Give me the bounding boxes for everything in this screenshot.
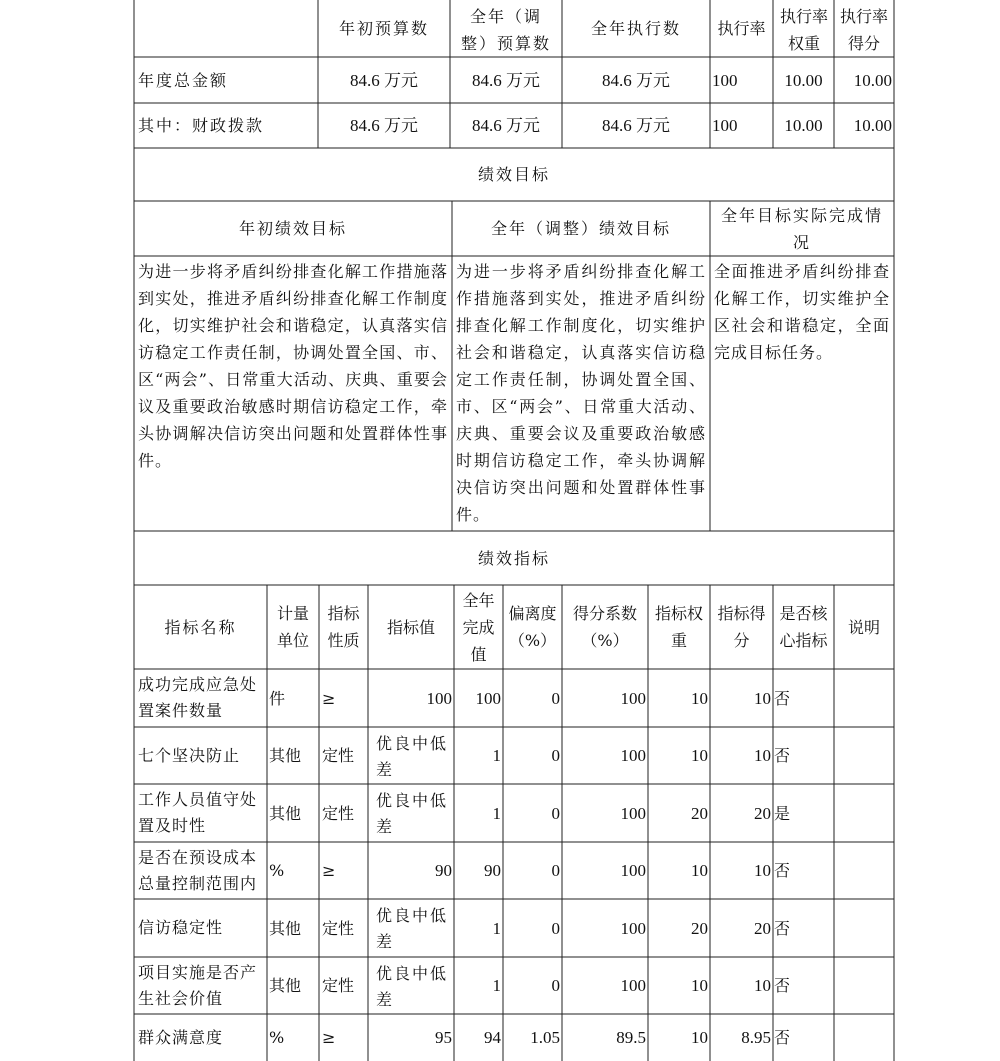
indicator-note xyxy=(834,1014,894,1061)
indicator-score: 20 xyxy=(754,803,771,823)
indicator-note xyxy=(834,957,894,1014)
indicator-deviation: 1.05 xyxy=(530,1028,560,1047)
ind-header-core: 是否核心指标 xyxy=(779,604,828,650)
indicator-actual: 94 xyxy=(484,1028,501,1047)
indicator-weight: 10 xyxy=(691,861,708,880)
header-executed: 全年执行数 xyxy=(590,19,681,38)
indicators-section-title: 绩效指标 xyxy=(477,548,550,568)
indicator-target: 100 xyxy=(426,688,452,708)
goals-initial-text: 为进一步将矛盾纠纷排查化解工作措施落到实处，推进矛盾纠纷排查化解工作制度化，切实维护社会和谐稳定，认真落实信访稳定工作责任制，协调处置全国、市、区“两会”、日常重大活动、庆典、重要会议及重要政治敏感时期信访稳定工作，牵头协调解决信访突出问题和处置群体性事件。 xyxy=(138,262,448,470)
indicator-deviation: 0 xyxy=(551,746,560,765)
indicator-coef: 100 xyxy=(620,688,646,708)
indicator-weight: 10 xyxy=(691,746,708,765)
indicator-actual: 1 xyxy=(492,803,501,823)
indicator-nature: ≥ xyxy=(322,861,336,880)
goals-section-title: 绩效目标 xyxy=(477,165,550,184)
indicator-nature: 定性 xyxy=(322,803,355,823)
goals-col-initial: 年初绩效目标 xyxy=(238,219,347,238)
indicator-unit: 件 xyxy=(269,688,286,708)
header-exec-score: 执行率得分 xyxy=(839,6,888,53)
summary-row-executed: 84.6 万元 xyxy=(602,116,670,135)
indicator-weight: 20 xyxy=(691,918,708,938)
summary-row-weight: 10.00 xyxy=(784,116,823,135)
header-adjusted-budget: 全年（调整）预算数 xyxy=(460,6,551,53)
indicator-actual: 1 xyxy=(492,976,501,995)
ind-header-note: 说明 xyxy=(847,617,880,637)
indicator-name: 七个坚决防止 xyxy=(138,745,241,765)
indicator-name: 项目实施是否产生社会价值 xyxy=(138,962,258,1008)
indicator-target: 优良中低差 xyxy=(376,964,449,1009)
header-initial-budget: 年初预算数 xyxy=(338,19,429,38)
indicator-score: 8.95 xyxy=(741,1028,771,1047)
summary-row-adjusted: 84.6 万元 xyxy=(472,116,540,135)
indicator-core: 否 xyxy=(774,976,791,995)
indicator-core: 否 xyxy=(774,861,791,880)
indicator-weight: 10 xyxy=(691,976,708,995)
summary-row-adjusted: 84.6 万元 xyxy=(472,70,540,90)
ind-header-score: 指标得分 xyxy=(717,604,766,650)
indicator-core: 否 xyxy=(774,1028,791,1047)
indicator-nature: 定性 xyxy=(322,918,355,938)
header-exec-rate: 执行率 xyxy=(717,19,766,38)
indicator-target: 95 xyxy=(435,1028,452,1047)
indicator-unit: 其他 xyxy=(269,803,302,823)
summary-row-rate: 100 xyxy=(712,116,738,135)
indicator-name: 成功完成应急处置案件数量 xyxy=(138,675,258,720)
indicator-deviation: 0 xyxy=(551,688,560,708)
indicator-core: 是 xyxy=(774,803,791,823)
indicator-target: 优良中低差 xyxy=(376,734,449,779)
ind-header-unit: 计量单位 xyxy=(276,604,309,650)
indicator-name: 信访稳定性 xyxy=(138,918,224,937)
ind-header-target: 指标值 xyxy=(386,617,435,637)
indicator-coef: 100 xyxy=(620,746,646,765)
summary-row-score: 10.00 xyxy=(853,116,892,135)
indicator-coef: 100 xyxy=(620,803,646,823)
summary-row-initial: 84.6 万元 xyxy=(350,70,418,90)
indicator-coef: 100 xyxy=(620,918,646,938)
indicator-name: 工作人员值守处置及时性 xyxy=(138,790,258,835)
indicator-nature: ≥ xyxy=(322,1028,336,1047)
indicator-score: 10 xyxy=(754,688,771,708)
indicator-note xyxy=(834,727,894,784)
indicator-deviation: 0 xyxy=(551,861,560,880)
indicator-unit: 其他 xyxy=(269,746,302,765)
ind-header-nature: 指标性质 xyxy=(327,604,360,650)
indicator-weight: 10 xyxy=(691,1028,708,1047)
indicator-coef: 89.5 xyxy=(616,1028,646,1047)
indicator-note xyxy=(834,669,894,727)
indicator-name: 群众满意度 xyxy=(138,1027,224,1047)
indicator-nature: ≥ xyxy=(322,688,336,708)
indicator-deviation: 0 xyxy=(551,918,560,938)
indicator-weight: 10 xyxy=(691,688,708,708)
indicator-unit: % xyxy=(269,861,285,880)
header-exec-weight: 执行率权重 xyxy=(779,6,828,53)
ind-header-coef: 得分系数（%） xyxy=(572,604,637,650)
indicator-name: 是否在预设成本总量控制范围内 xyxy=(138,847,258,893)
indicator-core: 否 xyxy=(774,918,791,938)
indicator-target: 90 xyxy=(435,861,452,880)
indicator-core: 否 xyxy=(774,746,791,765)
ind-header-name: 指标名称 xyxy=(164,617,237,637)
ind-header-deviation: 偏离度（%） xyxy=(508,604,557,650)
indicator-weight: 20 xyxy=(691,803,708,823)
indicator-score: 20 xyxy=(754,918,771,938)
indicator-unit: % xyxy=(269,1028,285,1047)
indicator-target: 优良中低差 xyxy=(376,906,449,951)
indicator-score: 10 xyxy=(754,746,771,765)
summary-row-label: 其中：财政拨款 xyxy=(138,116,265,135)
indicator-coef: 100 xyxy=(620,976,646,995)
indicator-nature: 定性 xyxy=(322,746,355,765)
summary-row-rate: 100 xyxy=(712,70,738,90)
indicator-unit: 其他 xyxy=(269,918,302,938)
ind-header-actual: 全年完成值 xyxy=(462,590,495,664)
indicator-coef: 100 xyxy=(620,861,646,880)
summary-row-label: 年度总金额 xyxy=(138,70,229,90)
goals-adjusted-text: 为进一步将矛盾纠纷排查化解工作措施落到实处，推进矛盾纠纷排查化解工作制度化，切实维护社会和谐稳定，认真落实信访稳定工作责任制，协调处置全国、市、区“两会”、日常重大活动、庆典、重要会议及重要政治敏感时期信访稳定工作，牵头协调解决信访突出问题和处置群体性事件。 xyxy=(456,262,706,524)
indicator-score: 10 xyxy=(754,861,771,880)
indicator-deviation: 0 xyxy=(551,803,560,823)
indicator-actual: 100 xyxy=(475,688,501,708)
indicator-actual: 1 xyxy=(492,746,501,765)
indicator-note xyxy=(834,899,894,957)
indicator-deviation: 0 xyxy=(551,976,560,995)
goals-actual-text: 全面推进矛盾纠纷排查化解工作，切实维护全区社会和谐稳定，全面完成目标任务。 xyxy=(714,262,890,362)
indicator-actual: 90 xyxy=(484,861,501,880)
indicator-score: 10 xyxy=(754,976,771,995)
indicator-target: 优良中低差 xyxy=(376,791,449,836)
goals-col-adjusted: 全年（调整）绩效目标 xyxy=(490,219,671,238)
indicator-nature: 定性 xyxy=(322,976,355,995)
indicator-note xyxy=(834,784,894,842)
summary-row-weight: 10.00 xyxy=(784,70,823,90)
indicator-core: 否 xyxy=(774,688,791,708)
summary-row-initial: 84.6 万元 xyxy=(350,116,418,135)
indicator-note xyxy=(834,842,894,899)
indicator-unit: 其他 xyxy=(269,976,302,995)
indicator-actual: 1 xyxy=(492,918,501,938)
goals-col-actual: 全年目标实际完成情况 xyxy=(720,205,883,252)
ind-header-weight: 指标权重 xyxy=(654,604,703,650)
summary-row-score: 10.00 xyxy=(853,70,892,90)
summary-row-executed: 84.6 万元 xyxy=(602,70,670,90)
